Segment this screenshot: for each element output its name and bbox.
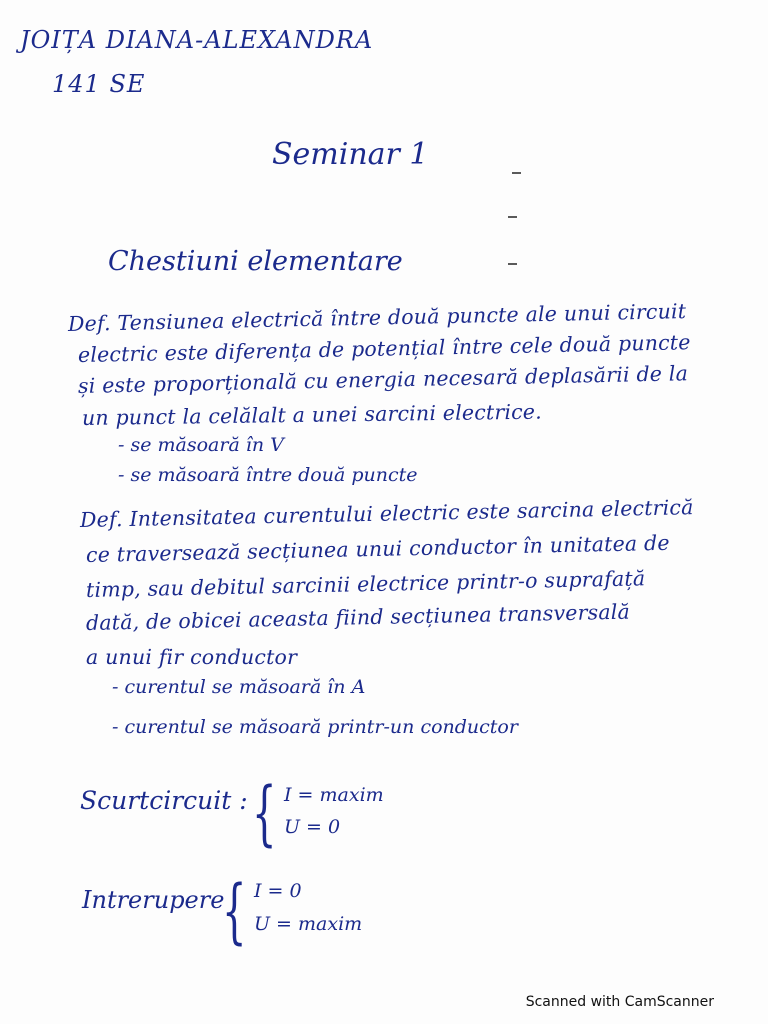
section-subtitle: Chestiuni elementare	[108, 246, 403, 277]
definition-line: un punct la celălalt a unei sarcini electrice.	[81, 399, 543, 430]
definition-line: ce traversează secțiunea unui conductor în unitatea de	[85, 530, 670, 567]
short-circuit-voltage: U = 0	[284, 816, 341, 838]
definition-line: electric este diferența de potențial între cele două puncte	[77, 330, 691, 367]
short-circuit-label: Scurtcircuit :	[80, 786, 248, 815]
open-circuit-current: I = 0	[254, 880, 302, 902]
definition-line: Def. Intensitatea curentului electric este sarcina electrică	[79, 495, 694, 532]
brace-icon: {	[252, 772, 277, 854]
margin-dash	[508, 216, 517, 218]
bullet-item: - se măsoară în V	[118, 434, 284, 456]
bullet-item: - se măsoară între două puncte	[118, 464, 418, 486]
definition-line: și este proporțională cu energia necesară deplasării de la	[77, 361, 689, 398]
scanner-watermark: Scanned with CamScanner	[525, 994, 714, 1010]
definition-line: dată, de obicei aceasta fiind secțiunea transversală	[85, 599, 631, 635]
open-circuit-label: Intrerupere	[82, 886, 225, 914]
open-circuit-voltage: U = maxim	[254, 913, 363, 935]
margin-dash	[508, 263, 517, 265]
margin-dash	[512, 172, 521, 174]
bullet-item: - curentul se măsoară printr-un conductor	[112, 716, 518, 738]
definition-line: Def. Tensiunea electrică între două puncte ale unui circuit	[67, 299, 687, 336]
short-circuit-current: I = maxim	[284, 784, 384, 806]
brace-icon: {	[222, 870, 247, 952]
bullet-item: - curentul se măsoară în A	[112, 676, 366, 698]
student-name: JOIȚA DIANA-ALEXANDRA	[20, 26, 374, 54]
student-group: 141 SE	[52, 70, 146, 98]
page-title: Seminar 1	[272, 137, 429, 172]
definition-line: timp, sau debitul sarcinii electrice printr-o suprafață	[85, 566, 646, 602]
definition-line: a unui fir conductor	[86, 645, 298, 669]
